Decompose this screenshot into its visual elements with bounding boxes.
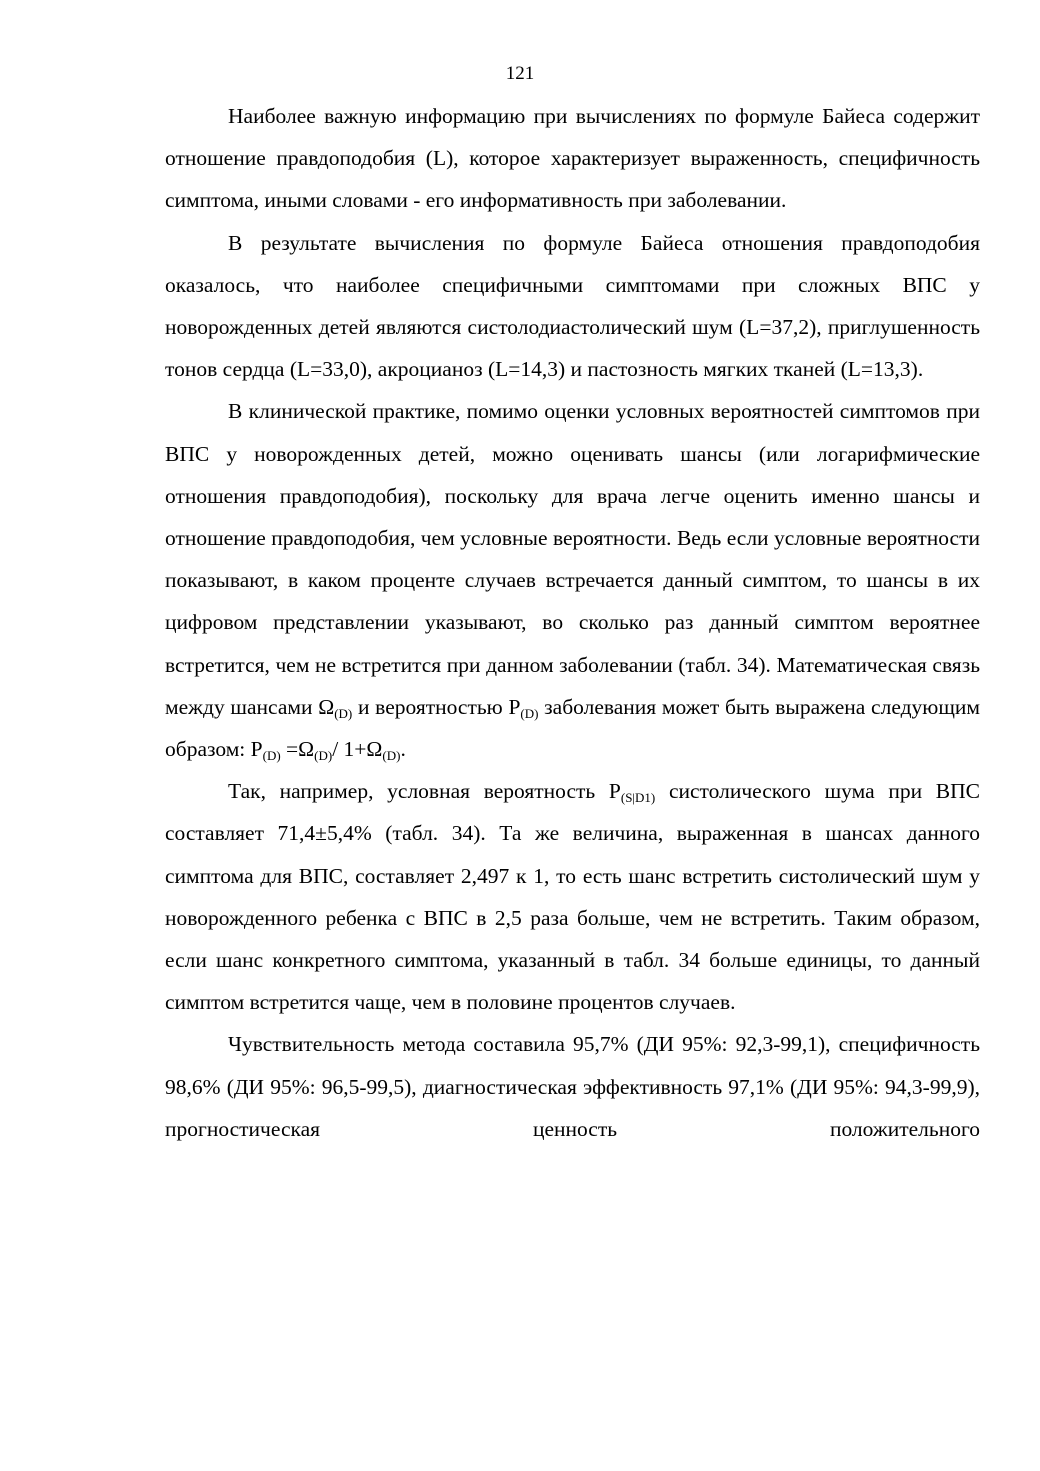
subscript: (D)	[382, 748, 401, 764]
subscript: (D)	[520, 705, 539, 721]
text-run: .	[400, 737, 406, 762]
page-number: 121	[505, 63, 535, 84]
subscript: (D)	[262, 748, 281, 764]
text-run: систолического шума при ВПС составляет 71,4±5,4% (табл. 34). Та же величина, выраженная в шансах данного симптома для ВПС, составляет 2,497 к 1, то есть шанс встретить систолический шум у новорожденного ребенка с ВПС в 2,5 раза больше, чем не встретить. Таким образом, если шанс конкретного симптома, указанный в табл. 34 больше единицы, то данный симптом встретится чаще, чем в половине процентов случаев.	[165, 779, 981, 1015]
paragraph-systolic-murmur-example	[165, 770, 980, 1023]
text-run: / 1+Ω	[332, 737, 383, 762]
text-run: В клинической практике, помимо оценки условных вероятностей симптомов при ВПС у новорожденных детей, можно оценивать шансы (или логарифмические отношения правдоподобия), поскольку для врача легче оценить именно шансы и отношение правдоподобия, чем условные вероятности. Ведь если условные вероятности показывают, в каком проценте случаев встречается данный симптом, то шансы в их цифровом представлении указывают, во сколько раз данный симптом вероятнее встретится, чем не встретится при данном заболевании (табл. 34). Математическая связь между шансами Ω	[165, 399, 980, 719]
paragraph-method-sensitivity: Чувствительность метода составила 95,7% (ДИ 95%: 92,3-99,1), специфичность 98,6% (ДИ 95%: 96,5-99,5), диагностическая эффективность 97,1% (ДИ 95%: 94,3-99,9), прогностическая ценность положительного	[165, 1032, 980, 1141]
text-run: заболевания может быть выражена следующим образом: P	[165, 694, 980, 762]
text-run: Так, например, условная вероятность P	[228, 779, 621, 804]
subscript: (S|D1)	[620, 790, 656, 806]
paragraph-bayes-likelihood: Наиболее важную информацию при вычислениях по формуле Байеса содержит отношение правдоподобия (L), которое характеризует выраженность, специфичность симптома, иными словами - его информативность при заболевании.	[165, 104, 980, 213]
subscript: (D)	[314, 748, 333, 764]
text-run: и вероятностью P	[352, 694, 521, 719]
text-run: =Ω	[280, 737, 315, 762]
subscript: (D)	[334, 705, 353, 721]
document-body	[165, 95, 980, 1150]
paragraph-specific-symptoms: В результате вычисления по формуле Байеса отношения правдоподобия оказалось, что наиболее специфичными симптомами при сложных ВПС у новорожденных детей являются систолодиастолический шум (L=37,2), приглушенность тонов сердца (L=33,0), акроцианоз (L=14,3) и пастозность мягких тканей (L=13,3).	[165, 230, 980, 382]
paragraph-odds-probability	[165, 390, 980, 770]
